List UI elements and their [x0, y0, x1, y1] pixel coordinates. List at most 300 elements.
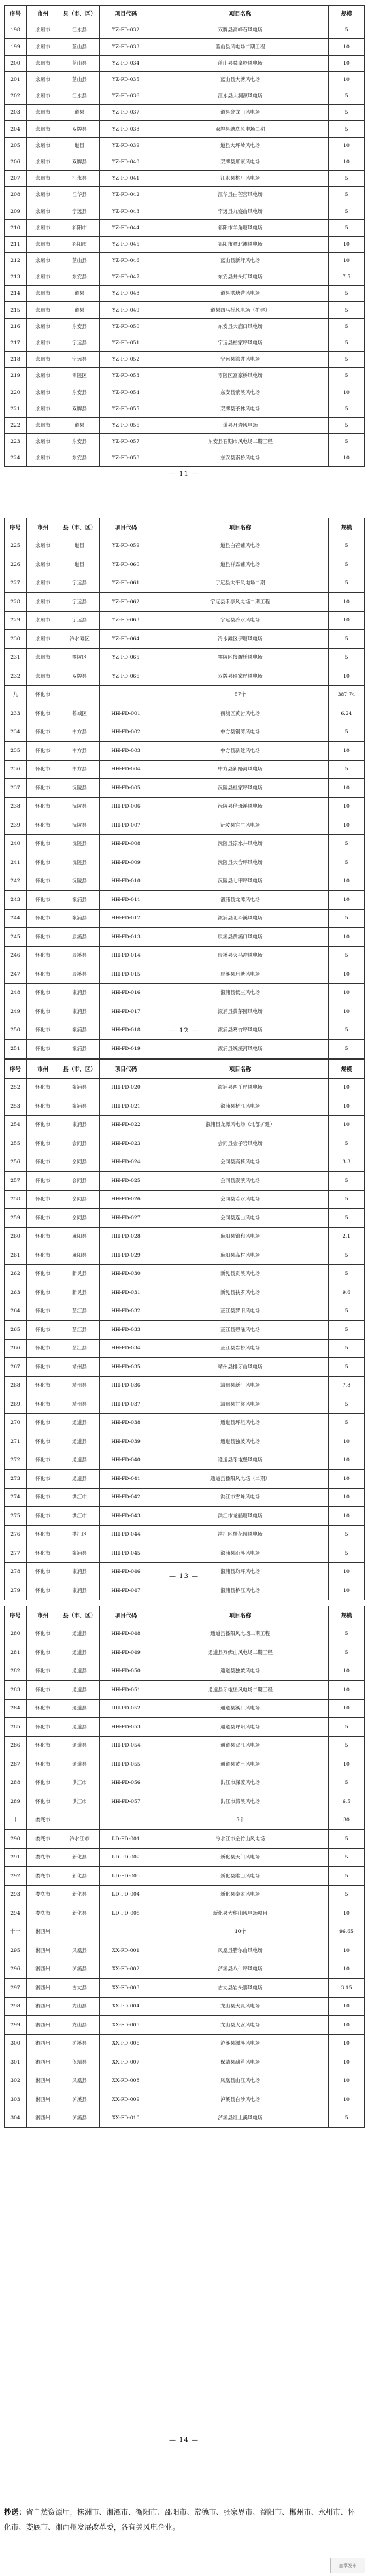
table-cell: HH-FD-020 [100, 1078, 152, 1097]
table-cell: 275 [5, 1507, 27, 1526]
table-cell: 宁远县九嶷山风电场 [152, 203, 329, 220]
table-header-row [5, 6, 365, 22]
table-cell: 272 [5, 1451, 27, 1470]
table-row [5, 368, 365, 384]
table-cell: 东安县大庙口风电场 [152, 318, 329, 335]
table-cell: YZ-FD-051 [100, 335, 152, 351]
table-cell: 5 [329, 760, 365, 779]
table-row [5, 667, 365, 686]
table-cell: 通道县 [59, 1662, 100, 1681]
table-cell: 祁阳市 [59, 220, 100, 236]
table-cell: 辰溪县黄溪口风电场 [152, 928, 329, 947]
table-row [5, 983, 365, 1002]
table-cell: 保靖县 [59, 2053, 100, 2072]
table-cell: 道县 [59, 137, 100, 154]
table-cell: 江永县 [59, 22, 100, 39]
table-cell: 10 [329, 891, 365, 910]
table-cell: 江永县大洞源风电场 [152, 88, 329, 104]
table-row [5, 302, 365, 318]
table-row [5, 853, 365, 872]
table-cell: 麻阳县 [59, 1227, 100, 1246]
table-cell: HH-FD-033 [100, 1321, 152, 1340]
table-cell: HH-FD-028 [100, 1227, 152, 1246]
table-cell: 291 [5, 1848, 27, 1867]
table-row [5, 1432, 365, 1451]
table-cell: 5 [329, 2109, 365, 2128]
table-cell: 245 [5, 928, 27, 947]
table-cell: 206 [5, 154, 27, 170]
table-row [5, 252, 365, 269]
table-cell: XX-FD-002 [100, 1960, 152, 1979]
table-row [5, 1321, 365, 1340]
header-cell: 县（市、区） [59, 518, 100, 537]
table-cell: HH-FD-040 [100, 1451, 152, 1470]
table-cell: 龙山县 [59, 2016, 100, 2035]
table-row [5, 965, 365, 984]
table-cell: 江永县 [59, 170, 100, 186]
table-cell: 10 [329, 1470, 365, 1489]
table-cell: 溆浦县黄茅园风电场 [152, 1002, 329, 1021]
table-row [5, 1525, 365, 1544]
table-cell: 241 [5, 853, 27, 872]
table-cell: 芷江县 [59, 1302, 100, 1321]
table-cell: 5 [329, 630, 365, 649]
table-cell: 262 [5, 1264, 27, 1283]
table-cell: 234 [5, 723, 27, 742]
table-cell: 怀化市 [27, 1209, 59, 1228]
table-cell: 东安县 [59, 450, 100, 467]
table-cell: 248 [5, 983, 27, 1002]
table-cell: HH-FD-026 [100, 1190, 152, 1209]
table-cell: 零陵区 [59, 648, 100, 667]
table-cell: 会同县若水风电场 [152, 1190, 329, 1209]
table-cell: 10 [329, 1488, 365, 1507]
table-cell: 娄底市 [27, 1848, 59, 1867]
table-cell: 怀化市 [27, 1470, 59, 1489]
table-cell: 通道县播阳风电场二期工程 [152, 1625, 329, 1643]
table-cell: HH-FD-042 [100, 1488, 152, 1507]
project-table-page-13 [4, 1059, 365, 1600]
table-cell: 10 [329, 55, 365, 71]
table-cell: 溆浦县 [59, 983, 100, 1002]
table-cell: 怀化市 [27, 1097, 59, 1116]
table-row [5, 1339, 365, 1358]
table-cell: 怀化市 [27, 1432, 59, 1451]
table-cell: 蓝山县 [59, 55, 100, 71]
table-cell: 怀化市 [27, 853, 59, 872]
table-cell: 洪江市雪峰风电场 [152, 1488, 329, 1507]
table-cell: 靖州县排牙山风电场 [152, 1358, 329, 1377]
table-cell: 洪江市 [59, 1792, 100, 1811]
table-cell: 蓝山县舜皇岭风电场 [152, 55, 329, 71]
table-cell: 溆浦县北斗溪风电场 [152, 909, 329, 928]
table-cell: 湘西州 [27, 2016, 59, 2035]
table-cell: 永州市 [27, 187, 59, 203]
table-cell: 怀化市 [27, 1115, 59, 1134]
table-cell: 10 [329, 252, 365, 269]
table-cell: 297 [5, 1979, 27, 1998]
table-cell: 怀化市 [27, 872, 59, 891]
table-cell: 259 [5, 1209, 27, 1228]
table-cell: 10 [329, 1078, 365, 1097]
table-cell: 通道县 [59, 1699, 100, 1718]
project-table-page-14 [4, 1606, 365, 2128]
table-cell: HH-FD-004 [100, 760, 152, 779]
table-cell: YZ-FD-036 [100, 88, 152, 104]
table-cell: 怀化市 [27, 1625, 59, 1643]
table-cell: 230 [5, 630, 27, 649]
table-cell: XX-FD-005 [100, 2016, 152, 2035]
table-cell: 3.3 [329, 1153, 365, 1172]
table-cell: HH-FD-015 [100, 965, 152, 984]
table-row [5, 137, 365, 154]
table-cell: 零陵区 [59, 368, 100, 384]
table-cell: 湘西州 [27, 1960, 59, 1979]
table-cell: 怀化市 [27, 891, 59, 910]
table-cell: 怀化市 [27, 1699, 59, 1718]
table-cell: HH-FD-019 [100, 1040, 152, 1059]
table-cell: 249 [5, 1002, 27, 1021]
table-row [5, 1413, 365, 1432]
table-cell: 江华县白芒营风电场 [152, 187, 329, 203]
table-cell: 新化县奉家风电场 [152, 1885, 329, 1904]
table-cell: 溆浦县葛竹坪风电场 [152, 1021, 329, 1040]
table-cell: 通道县万佛山风电场二期工程 [152, 1643, 329, 1662]
table-cell: YZ-FD-042 [100, 187, 152, 203]
table-cell: 泸溪县 [59, 2109, 100, 2128]
table-row [5, 2109, 365, 2128]
table-row [5, 1507, 365, 1526]
table-cell: 会同县金子岩风电场 [152, 1134, 329, 1153]
table-cell: 5 [329, 648, 365, 667]
table-cell: 麻阳县 [59, 1246, 100, 1265]
table-cell: 30 [329, 1811, 365, 1830]
table-row [5, 1227, 365, 1246]
table-cell: 溆浦县统溪河风电场 [152, 1040, 329, 1059]
table-row [5, 1885, 365, 1904]
table-row [5, 39, 365, 55]
table-cell: 10 [329, 1451, 365, 1470]
table-row [5, 22, 365, 39]
table-cell: YZ-FD-066 [100, 667, 152, 686]
table-row [5, 1699, 365, 1718]
table-cell: 10 [329, 71, 365, 88]
table-cell: 5 [329, 187, 365, 203]
table-header-row [5, 1606, 365, 1625]
table-row [5, 335, 365, 351]
table-row [5, 1470, 365, 1489]
table-cell: 怀化市 [27, 1718, 59, 1737]
table-cell: 279 [5, 1581, 27, 1600]
table-cell: 228 [5, 593, 27, 612]
table-cell: HH-FD-009 [100, 853, 152, 872]
table-cell: 永州市 [27, 384, 59, 401]
table-row [5, 1002, 365, 1021]
table-row [5, 2016, 365, 2035]
table-cell: 溆浦县桥江风电场 [152, 1097, 329, 1116]
table-cell: YZ-FD-053 [100, 368, 152, 384]
table-cell: 268 [5, 1376, 27, 1395]
table-cell: 永州市 [27, 318, 59, 335]
table-cell: 5 [329, 417, 365, 433]
distribution-text: 省自然资源厅，株洲市、湘潭市、衡阳市、邵阳市、常德市、张家界市、益阳市、郴州市、永州市、怀化市、娄底市、湘西州发展改革委，各有关风电企业。 [4, 2508, 356, 2532]
table-cell: 294 [5, 1904, 27, 1923]
table-cell: 5 [329, 1264, 365, 1283]
table-cell: 295 [5, 1941, 27, 1960]
table-row [5, 187, 365, 203]
table-cell: 辰溪县 [59, 965, 100, 984]
table-cell: 凤凰县 [59, 2072, 100, 2090]
table-cell: 5 [329, 351, 365, 367]
table-cell: XX-FD-001 [100, 1941, 152, 1960]
table-cell: 3.15 [329, 1979, 365, 1998]
table-cell: 10 [329, 1562, 365, 1581]
header-cell: 项目名称 [152, 518, 329, 537]
table-cell: 宁远县禾亭风电场二期工程 [152, 593, 329, 612]
table-row [5, 537, 365, 555]
table-cell: 怀化市 [27, 779, 59, 798]
table-cell: 蓝山县大塘风电场 [152, 71, 329, 88]
table-cell: 57个 [152, 685, 329, 704]
table-cell: 双牌县高峰石风电场 [152, 22, 329, 39]
table-cell: 10 [329, 983, 365, 1002]
table-row [5, 704, 365, 723]
table-cell: HH-FD-012 [100, 909, 152, 928]
table-cell: 永州市 [27, 39, 59, 55]
table-cell: HH-FD-005 [100, 779, 152, 798]
table-cell: 200 [5, 55, 27, 71]
table-row [5, 384, 365, 401]
table-cell: 道县洪塘营风电场 [152, 286, 329, 302]
table-cell: 靖州县 [59, 1376, 100, 1395]
table-cell: 288 [5, 1774, 27, 1792]
header-cell: 序号 [5, 6, 27, 22]
table-cell: 10 [329, 797, 365, 816]
table-row [5, 611, 365, 630]
table-cell: 道县祥霖铺风电场 [152, 555, 329, 574]
table-cell: 269 [5, 1395, 27, 1414]
table-cell: 怀化市 [27, 685, 59, 704]
table-cell: 双牌县塘底风电场二期 [152, 121, 329, 137]
table-cell: 蓝山县 [59, 252, 100, 269]
table-cell: 怀化市 [27, 1264, 59, 1283]
table-cell: 九 [5, 685, 27, 704]
table-cell: 274 [5, 1488, 27, 1507]
table-cell: 通道县溪口风电场 [152, 1699, 329, 1718]
table-cell: HH-FD-057 [100, 1792, 152, 1811]
table-cell: 237 [5, 779, 27, 798]
table-cell: 10 [329, 236, 365, 252]
table-cell: 221 [5, 401, 27, 417]
table-cell: 278 [5, 1562, 27, 1581]
table-cell: 301 [5, 2053, 27, 2072]
table-cell: 通道县 [59, 1681, 100, 1700]
table-row [5, 630, 365, 649]
table-cell: 216 [5, 318, 27, 335]
header-cell: 项目代码 [100, 1606, 152, 1625]
table-cell: 宁远县柏家坪风电场 [152, 335, 329, 351]
table-cell: 怀化市 [27, 1153, 59, 1172]
table-cell: 洪江市 [59, 1774, 100, 1792]
table-cell: HH-FD-011 [100, 891, 152, 910]
header-cell: 市州 [27, 518, 59, 537]
table-cell: 260 [5, 1227, 27, 1246]
table-cell: 242 [5, 872, 27, 891]
table-cell: 溆浦县龙潭风电场（北部扩建） [152, 1115, 329, 1134]
table-cell: 永州市 [27, 22, 59, 39]
table-cell: 怀化市 [27, 1395, 59, 1414]
table-cell: 304 [5, 2109, 27, 2128]
table-cell: 284 [5, 1699, 27, 1718]
table-cell: 溆浦县沿溪风电场 [152, 1544, 329, 1563]
table-cell: 怀化市 [27, 1376, 59, 1395]
table-cell: 祁阳市晒北滩风电场 [152, 236, 329, 252]
table-cell: 永州市 [27, 220, 59, 236]
table-cell: 新化县 [59, 1885, 100, 1904]
table-cell: 299 [5, 2016, 27, 2035]
table-cell: 永州市 [27, 252, 59, 269]
header-cell: 县（市、区） [59, 1606, 100, 1625]
table-cell: 277 [5, 1544, 27, 1563]
table-cell: 泸溪县红土溪风电场 [152, 2109, 329, 2128]
table-row [5, 1867, 365, 1886]
table-cell: 10 [329, 2090, 365, 2109]
table-cell: HH-FD-044 [100, 1525, 152, 1544]
table-cell: 江华县 [59, 187, 100, 203]
table-row [5, 1960, 365, 1979]
table-cell: 娄底市 [27, 1904, 59, 1923]
table-cell: HH-FD-056 [100, 1774, 152, 1792]
table-cell: 246 [5, 946, 27, 965]
table-cell: 冷水江市金竹山风电场 [152, 1830, 329, 1849]
table-row [5, 1755, 365, 1774]
table-cell: 270 [5, 1413, 27, 1432]
table-cell: 双牌县 [59, 401, 100, 417]
table-cell: 溆浦县桥江风电场 [152, 1581, 329, 1600]
table-cell: YZ-FD-064 [100, 630, 152, 649]
table-cell: 5 [329, 909, 365, 928]
table-cell: 5 [329, 1190, 365, 1209]
table-cell: 9.6 [329, 1283, 365, 1302]
table-cell: 芷江县 [59, 1321, 100, 1340]
table-cell: 东安县 [59, 433, 100, 450]
table-cell: 冷水江市 [59, 1830, 100, 1849]
table-cell: 怀化市 [27, 1662, 59, 1681]
table-cell: HH-FD-048 [100, 1625, 152, 1643]
table-cell: 10 [329, 928, 365, 947]
table-cell: 10 [329, 1941, 365, 1960]
table-cell: 双牌县 [59, 667, 100, 686]
table-row [5, 1643, 365, 1662]
table-cell: 10 [329, 137, 365, 154]
table-cell: 怀化市 [27, 1190, 59, 1209]
table-cell: 十 [5, 1811, 27, 1830]
table-cell: 道县 [59, 302, 100, 318]
table-cell: HH-FD-034 [100, 1339, 152, 1358]
table-row [5, 555, 365, 574]
table-cell: 沅陵县大合坪风电场 [152, 853, 329, 872]
table-cell: 怀化市 [27, 1581, 59, 1600]
table-row [5, 1941, 365, 1960]
table-cell: YZ-FD-057 [100, 433, 152, 450]
table-cell: 怀化市 [27, 946, 59, 965]
table-cell: 永州市 [27, 667, 59, 686]
table-cell: HH-FD-041 [100, 1470, 152, 1489]
table-cell: 5 [329, 318, 365, 335]
table-cell: 怀化市 [27, 1643, 59, 1662]
table-cell: 怀化市 [27, 1283, 59, 1302]
table-row [5, 909, 365, 928]
table-cell: 沅陵县七甲坪风电场 [152, 872, 329, 891]
table-cell: 怀化市 [27, 1507, 59, 1526]
table-row [5, 1097, 365, 1116]
distribution-label: 抄送： [4, 2507, 26, 2517]
table-row [5, 1923, 365, 1941]
table-cell: 5 [329, 105, 365, 121]
table-cell [59, 685, 100, 704]
table-cell: 5 [329, 1718, 365, 1737]
table-cell: HH-FD-045 [100, 1544, 152, 1563]
table-cell: YZ-FD-038 [100, 121, 152, 137]
header-cell: 序号 [5, 518, 27, 537]
table-cell: 新化县维山风电场 [152, 1867, 329, 1886]
table-row [5, 1264, 365, 1283]
table-cell: 5 [329, 1134, 365, 1153]
table-cell: HH-FD-054 [100, 1736, 152, 1755]
table-row [5, 593, 365, 612]
table-cell: 东安县石期市风电场二期工程 [152, 433, 329, 450]
table-cell: 中方县 [59, 742, 100, 761]
table-cell: 5 [329, 723, 365, 742]
table-row [5, 1544, 365, 1563]
table-cell: 5 [329, 286, 365, 302]
table-cell: 会同县连山风电场 [152, 1209, 329, 1228]
table-cell: 古丈县 [59, 1979, 100, 1998]
table-cell: 203 [5, 105, 27, 121]
table-cell: 会同县 [59, 1153, 100, 1172]
table-cell: 保靖县葫芦风电场 [152, 2053, 329, 2072]
table-cell: 5 [329, 1209, 365, 1228]
table-cell: 泸溪县 [59, 2034, 100, 2053]
table-cell: 怀化市 [27, 1339, 59, 1358]
table-row [5, 723, 365, 742]
table-cell: 永州市 [27, 302, 59, 318]
table-cell: 5 [329, 1246, 365, 1265]
table-cell: 232 [5, 667, 27, 686]
table-cell: 永州市 [27, 236, 59, 252]
table-cell: 290 [5, 1830, 27, 1849]
table-cell: 10 [329, 742, 365, 761]
project-table-page-11 [4, 5, 365, 467]
table-cell: 5 [329, 946, 365, 965]
table-cell: YZ-FD-049 [100, 302, 152, 318]
table-cell: 5 [329, 555, 365, 574]
table-row [5, 1662, 365, 1681]
table-cell: 10 [329, 450, 365, 467]
table-cell: LD-FD-005 [100, 1904, 152, 1923]
table-cell: 泸溪县白沙风电场 [152, 2090, 329, 2109]
table-cell: 10 [329, 1507, 365, 1526]
table-cell: 302 [5, 2072, 27, 2090]
header-cell: 规模 [329, 1060, 365, 1079]
table-cell: 中方县新建风电场 [152, 742, 329, 761]
table-cell: YZ-FD-050 [100, 318, 152, 335]
header-cell: 项目代码 [100, 1060, 152, 1079]
table-cell: 宁远县 [59, 593, 100, 612]
table-cell: YZ-FD-062 [100, 593, 152, 612]
table-cell: 244 [5, 909, 27, 928]
table-row [5, 121, 365, 137]
